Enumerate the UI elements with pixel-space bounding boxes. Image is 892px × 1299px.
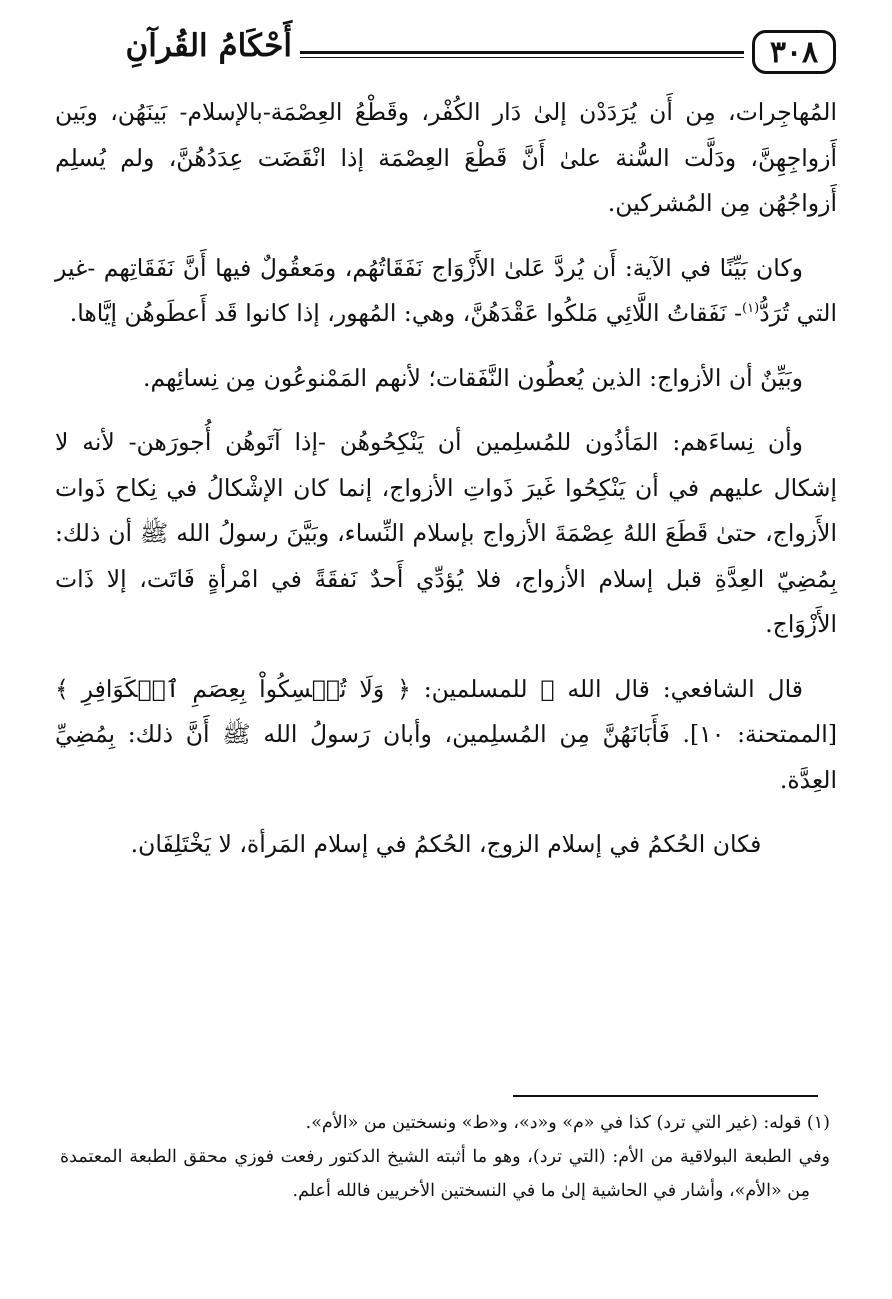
footnote-1: (١) قوله: (غير التي ترد) كذا في «م» و«د»، و«ط» ونسختين من «الأم». [305,1113,830,1133]
paragraph-2 [55,246,837,337]
paragraph-6: فكان الحُكمُ في إسلام الزوج، الحُكمُ في إسلام المَرأة، لا يَخْتَلِفَان. [130,830,762,858]
footnote-1-continuation: وفي الطبعة البولاقية من الأم: (التي ترد)، وهو ما أثبته الشيخ الدكتور رفعت فوزي محقق الطبعة المعتمدة مِن «الأم»، وأشار في الحاشية إلىٰ ما في النسختين الأخريين فالله أعلم. [60,1147,830,1201]
paragraph-3: وبَيِّنٌ أن الأزواج: الذين يُعطُون النَّفَقات؛ لأنهم المَمْنوعُون مِن نِسائِهم. [143,363,803,392]
paragraph-2-part-2: - نَفَقاتُ اللَّائِي مَلكُوا عَقْدَهُنَّ، وهي: المُهور، إذا كانوا قَد أَعطَوهُن إيَّاها. [69,299,743,327]
footnotes [60,1106,830,1208]
book-title: أَحْكَامُ القُرآنِ [125,28,292,64]
footnote-separator [513,1095,818,1097]
page-number: ٣٠٨ [752,30,836,74]
footnote-reference[interactable]: (١) [742,301,760,317]
paragraph-1: المُهاجِرات، مِن أَن يُرَدَدْن إلىٰ دَار الكُفْر، وقَطْعُ العِصْمَة-بالإسلام- بَينَهُن، وبَين أَزواجِهِنَّ، ودَلَّت السُّنة علىٰ أَنَّ قَطْعَ العِصْمَة إذا انْقَضَت عِدَدُهُنَّ، ولم يُسلِم أَزواجُهُن مِن المُشركين. [55,98,837,217]
paragraph-2-part-1: وكان بَيِّنًا في الآية: أَن يُردَّ عَلىٰ الأَزْوَاج نَفَقَاتُهُم، ومَعقُولٌ فيها أَنَّ نَفَقَاتِهم -غير التي تُرَدُّ [55,253,837,327]
main-text [55,90,837,887]
page-header [60,22,836,82]
paragraph-5: قال الشافعي: قال الله ﷻ للمسلمين: ﴿ وَلَا تُمۡسِكُواْ بِعِصَمِ ٱلۡكَوَافِرِ ﴾ [الممتحنة: ١٠]. فَأَبَانَهُنَّ مِن المُسلِمين، وأبان رَسولُ الله ﷺ أَنَّ ذلك: بِمُضِيِّ العِدَّة. [55,674,837,794]
paragraph-4: وأن نِساءَهم: المَأذُون للمُسلِمين أن يَنْكِحُوهُن -إذا آتَوهُن أُجورَهن- لأنه لا إشكال عليهم في أن يَنْكِحُوا غَيرَ ذَواتِ الأزواج، إنما كان الإشْكالُ في نِكاح ذَوات الأَزواج، حتىٰ قَطَعَ اللهُ عِصْمَةَ الأزواج بإسلام النِّساء، وبَيَّنَ رسولُ الله ﷺ أن ذلك: بِمُضِيّ العِدَّةِ قبل إسلام الأزواج، فلا يُؤدِّي أَحدٌ نَفقَةً في امْرأةٍ فَاتَت، إلا ذَات الأَزْوَاج. [55,428,837,638]
header-rule [300,51,744,58]
